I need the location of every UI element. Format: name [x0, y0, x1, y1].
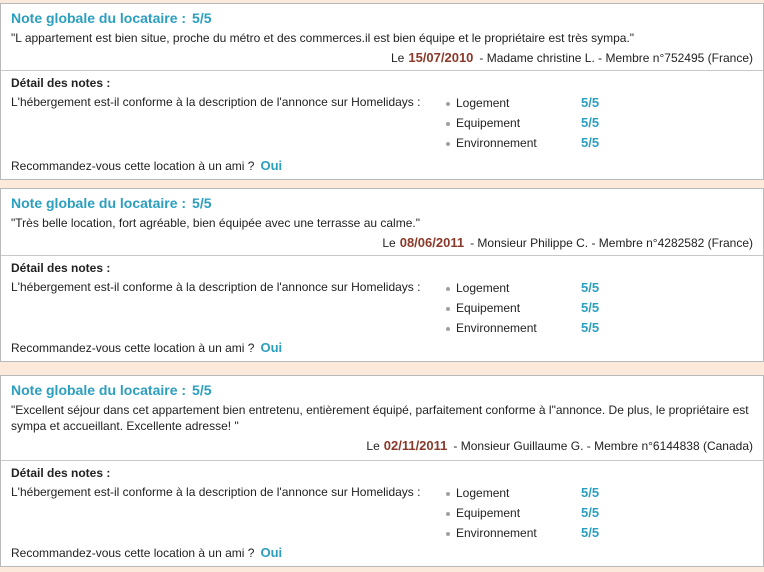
recommend-answer: Oui	[260, 340, 283, 355]
recommend-question: Recommandez-vous cette location à un ami ?	[11, 159, 255, 173]
criteria-list	[446, 93, 646, 153]
criteria-label: Environnement	[456, 526, 537, 540]
criteria-label: Equipement	[456, 116, 521, 130]
bullet-icon	[446, 122, 450, 126]
bullet-icon	[446, 532, 450, 536]
overall-score: 5/5	[192, 10, 212, 26]
overall-label: Note globale du locataire :	[11, 10, 187, 26]
review-byline	[11, 235, 753, 251]
recommend-question: Recommandez-vous cette location à un ami ?	[11, 341, 255, 355]
review-header	[1, 4, 763, 71]
review-card	[0, 3, 764, 180]
rating-details	[1, 71, 763, 179]
criteria-score: 5/5	[581, 505, 600, 520]
bullet-icon	[446, 287, 450, 291]
overall-rating	[11, 382, 753, 400]
review-author: - Monsieur Philippe C. - Membre n°4282582 (France)	[470, 236, 753, 250]
recommend-line	[11, 158, 282, 173]
criteria-row	[446, 133, 646, 153]
criteria-label: Equipement	[456, 506, 521, 520]
review-date: 15/07/2010	[408, 50, 474, 65]
criteria-label: Logement	[456, 96, 510, 110]
criteria-row	[446, 318, 646, 338]
overall-label: Note globale du locataire :	[11, 382, 187, 398]
review-author: - Monsieur Guillaume G. - Membre n°6144838 (Canada)	[453, 439, 753, 453]
bullet-icon	[446, 142, 450, 146]
review-card	[0, 188, 764, 362]
criteria-row	[446, 298, 646, 318]
conformity-question: L'hébergement est-il conforme à la description de l'annonce sur Homelidays :	[11, 485, 421, 499]
criteria-label: Equipement	[456, 301, 521, 315]
review-quote: "L appartement est bien situe, proche du métro et des commerces.il est bien équipe et le propriétaire est très sympa."	[11, 31, 635, 45]
review-quote: "Excellent séjour dans cet appartement bien entretenu, entièrement équipé, parfaitement conforme à l"annonce. De plus, le propriétaire est sympa et accueillant. Excellente adresse! "	[11, 403, 749, 433]
review-header	[1, 189, 763, 256]
bullet-icon	[446, 102, 450, 106]
criteria-score: 5/5	[581, 135, 600, 150]
review-date: 08/06/2011	[399, 235, 465, 250]
date-prefix: Le	[366, 439, 380, 453]
overall-rating	[11, 195, 753, 213]
recommend-line	[11, 340, 282, 355]
criteria-label: Environnement	[456, 136, 537, 150]
criteria-row	[446, 483, 646, 503]
review-card	[0, 375, 764, 567]
criteria-row	[446, 93, 646, 113]
review-date: 02/11/2011	[383, 438, 448, 453]
criteria-score: 5/5	[581, 320, 600, 335]
review-quote: "Très belle location, fort agréable, bien équipée avec une terrasse au calme."	[11, 216, 420, 230]
recommend-answer: Oui	[260, 158, 283, 173]
review-byline	[11, 50, 753, 66]
overall-rating	[11, 10, 753, 28]
review-byline	[11, 438, 753, 454]
bullet-icon	[446, 512, 450, 516]
overall-label: Note globale du locataire :	[11, 195, 187, 211]
criteria-score: 5/5	[581, 525, 600, 540]
bullet-icon	[446, 492, 450, 496]
review-author: - Madame christine L. - Membre n°752495 (France)	[479, 51, 753, 65]
rating-details	[1, 461, 763, 566]
date-prefix: Le	[382, 236, 396, 250]
criteria-row	[446, 523, 646, 543]
criteria-score: 5/5	[581, 115, 600, 130]
criteria-label: Logement	[456, 486, 510, 500]
overall-score: 5/5	[192, 195, 212, 211]
criteria-list	[446, 278, 646, 338]
recommend-question: Recommandez-vous cette location à un ami ?	[11, 546, 255, 560]
criteria-row	[446, 113, 646, 133]
detail-title: Détail des notes :	[11, 261, 111, 275]
criteria-score: 5/5	[581, 280, 600, 295]
date-prefix: Le	[390, 51, 405, 65]
criteria-score: 5/5	[581, 485, 600, 500]
criteria-score: 5/5	[581, 95, 600, 110]
criteria-row	[446, 503, 646, 523]
conformity-question: L'hébergement est-il conforme à la description de l'annonce sur Homelidays :	[11, 95, 421, 109]
recommend-line	[11, 545, 282, 560]
review-header	[1, 376, 763, 461]
criteria-score: 5/5	[581, 300, 600, 315]
overall-score: 5/5	[192, 382, 212, 398]
criteria-row	[446, 278, 646, 298]
criteria-label: Logement	[456, 281, 510, 295]
rating-details	[1, 256, 763, 361]
conformity-question: L'hébergement est-il conforme à la description de l'annonce sur Homelidays :	[11, 280, 421, 294]
recommend-answer: Oui	[260, 545, 283, 560]
criteria-label: Environnement	[456, 321, 537, 335]
detail-title: Détail des notes :	[11, 466, 111, 480]
bullet-icon	[446, 307, 450, 311]
criteria-list	[446, 483, 646, 543]
bullet-icon	[446, 327, 450, 331]
detail-title: Détail des notes :	[11, 76, 111, 90]
